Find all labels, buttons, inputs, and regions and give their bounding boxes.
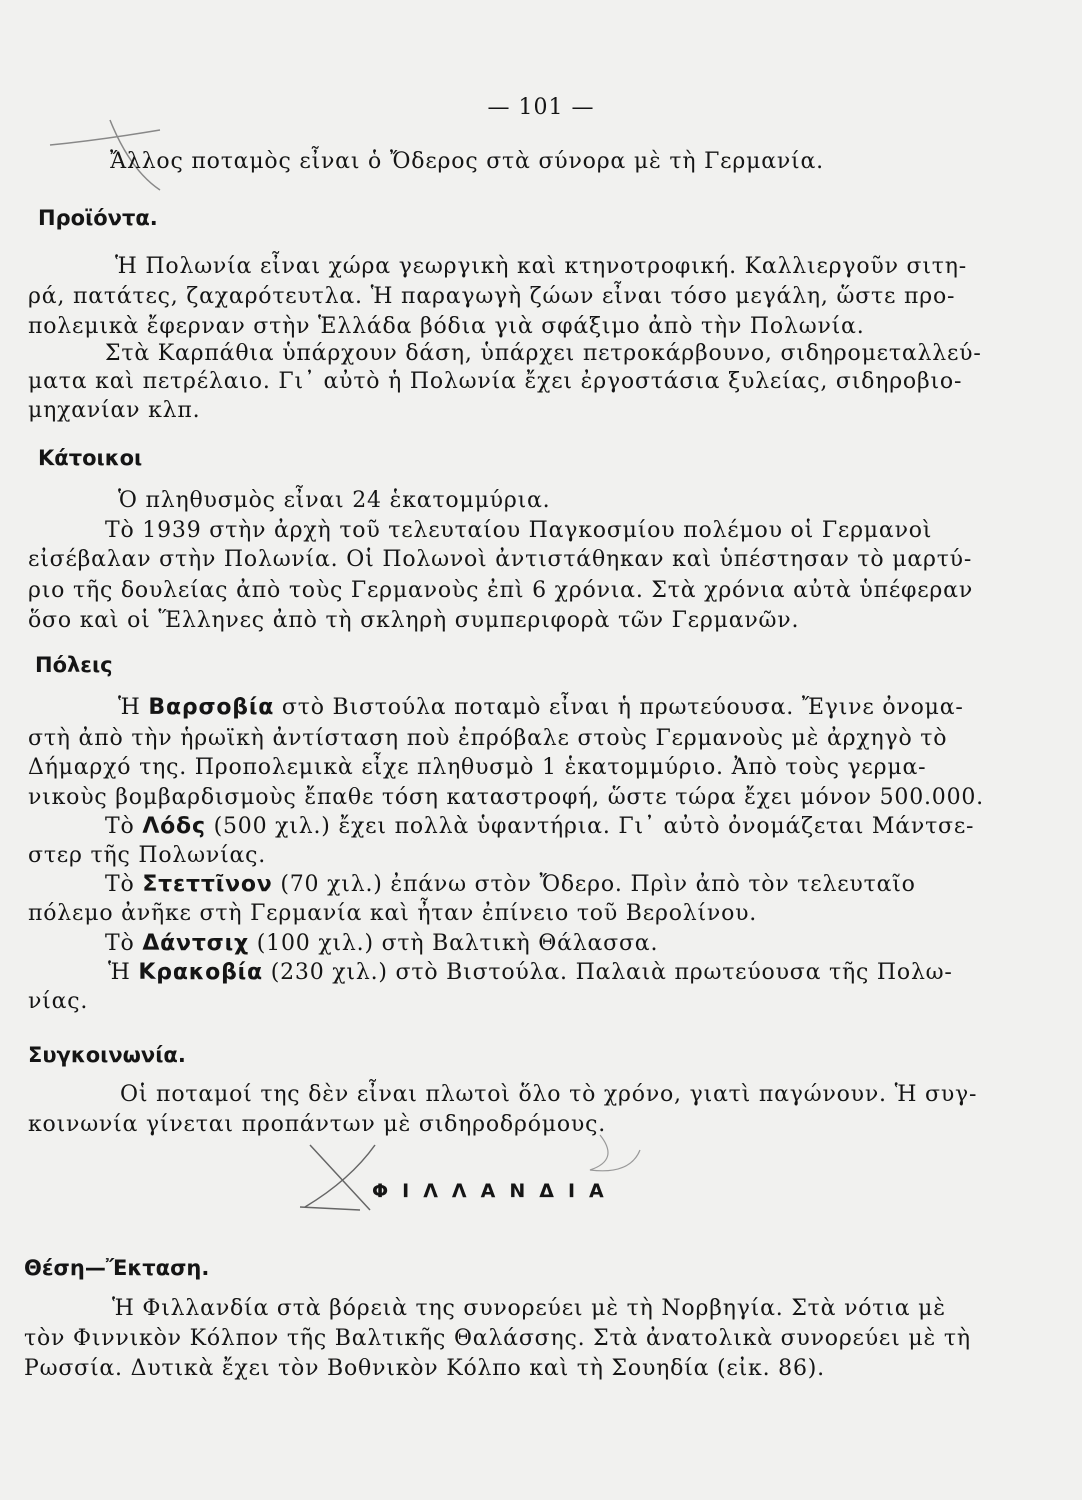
text-line: μηχανίαν κλπ. [28, 398, 201, 423]
text-line: ρά, πατάτες, ζαχαρότευτλα. Ἡ παραγωγὴ ζώων εἶναι τόσο μεγάλη, ὥστε προ- [28, 284, 956, 309]
city-stettin-line [105, 870, 916, 900]
text-line: ματα καὶ πετρέλαιο. Γι᾿ αὐτὸ ἡ Πολωνία ἔχει ἐργοστάσια ξυλείας, σιδηροβιο- [28, 369, 963, 394]
city-name-krakow: Κρακοβία [138, 960, 263, 985]
chapter-title-finland: ΦΙΛΛΑΝΔΙΑ [372, 1180, 618, 1202]
pencil-scribble-cross [290, 1125, 670, 1225]
text-rest: (500 χιλ.) ἔχει πολλὰ ὑφαντήρια. Γι᾿ αὐτὸ ὀνομάζεται Μάντσε- [205, 814, 975, 839]
text-line: νικοὺς βομβαρδισμοὺς ἔπαθε τόση καταστροφή, ὥστε τώρα ἔχει μόνον 500.000. [28, 785, 984, 810]
section-heading-inhabitants: Κάτοικοι [38, 446, 143, 470]
city-warsaw-line [118, 693, 964, 723]
text-prefix: Ἡ [108, 960, 139, 985]
text-line: Ἡ Πολωνία εἶναι χώρα γεωργικὴ καὶ κτηνοτροφική. Καλλιεργοῦν σιτη- [115, 254, 967, 279]
section-heading-cities: Πόλεις [35, 653, 113, 677]
city-lodz-line [105, 812, 974, 842]
page-number: — 101 — [487, 95, 595, 120]
text-line: Οἱ ποταμοί της δὲν εἶναι πλωτοὶ ὅλο τὸ χρόνο, γιατὶ παγώνουν. Ἡ συγ- [120, 1082, 978, 1107]
city-name-danzig: Δάντσιχ [142, 931, 249, 956]
text-rest: (230 χιλ.) στὸ Βιστούλα. Παλαιὰ πρωτεύουσα τῆς Πολω- [262, 960, 953, 985]
city-krakow-line [108, 958, 953, 988]
text-prefix: Τὸ [105, 931, 143, 956]
text-line: Δήμαρχό της. Προπολεμικὰ εἶχε πληθυσμὸ 1 ἑκατομμύριο. Ἀπὸ τοὺς γερμα- [28, 755, 927, 780]
text-line: στερ τῆς Πολωνίας. [28, 843, 267, 868]
text-prefix: Τὸ [105, 872, 143, 897]
text-line: Ἄλλος ποταμὸς εἶναι ὁ Ὄδερος στὰ σύνορα μὲ τὴ Γερμανία. [110, 149, 824, 174]
section-heading-communication: Συγκοινωνία. [28, 1043, 186, 1067]
text-line: πόλεμο ἀνῆκε στὴ Γερμανία καὶ ἦταν ἐπίνειο τοῦ Βερολίνου. [28, 901, 758, 926]
text-line: ὅσο καὶ οἱ Ἕλληνες ἀπὸ τὴ σκληρὴ συμπεριφορὰ τῶν Γερμανῶν. [28, 608, 800, 633]
text-line: Ὁ πληθυσμὸς εἶναι 24 ἑκατομμύρια. [118, 488, 551, 513]
city-name-lodz: Λόδς [142, 814, 206, 839]
text-rest: (70 χιλ.) ἐπάνω στὸν Ὄδερο. Πρὶν ἀπὸ τὸν τελευταῖο [272, 872, 916, 897]
city-danzig-line [105, 929, 658, 959]
text-line: εἰσέβαλαν στὴν Πολωνία. Οἱ Πολωνοὶ ἀντιστάθηκαν καὶ ὑπέστησαν τὸ μαρτύ- [28, 547, 973, 572]
city-name-stettin: Στεττῖνον [142, 872, 273, 897]
text-prefix: Τὸ [105, 814, 143, 839]
text-line: στὴ ἀπὸ τὴν ἡρωϊκὴ ἀντίσταση ποὺ ἐπρόβαλε στοὺς Γερμανοὺς μὲ ἀρχηγὸ τὸ [28, 726, 948, 751]
text-line: Τὸ 1939 στὴν ἀρχὴ τοῦ τελευταίου Παγκοσμίου πολέμου οἱ Γερμανοὶ [105, 518, 933, 543]
city-name-warsaw: Βαρσοβία [148, 695, 275, 720]
text-line: Στὰ Καρπάθια ὑπάρχουν δάση, ὑπάρχει πετροκάρβουνο, σιδηρομεταλλεύ- [105, 341, 982, 366]
section-heading-position: Θέση—Ἔκταση. [24, 1256, 210, 1280]
text-line: πολεμικὰ ἔφερναν στὴν Ἑλλάδα βόδια γιὰ σφάξιμο ἀπὸ τὴν Πολωνία. [28, 314, 865, 339]
text-line: τὸν Φιννικὸν Κόλπον τῆς Βαλτικῆς Θαλάσσης. Στὰ ἀνατολικὰ συνορεύει μὲ τὴ [24, 1326, 971, 1351]
text-line: νίας. [28, 989, 89, 1014]
section-heading-products: Προϊόντα. [38, 206, 158, 230]
text-prefix: Ἡ [118, 695, 149, 720]
text-line: ριο τῆς δουλείας ἀπὸ τοὺς Γερμανοὺς ἐπὶ 6 χρόνια. Στὰ χρόνια αὐτὰ ὑπέφεραν [28, 578, 973, 603]
text-line: Ἡ Φιλλανδία στὰ βόρειὰ της συνορεύει μὲ τὴ Νορβηγία. Στὰ νότια μὲ [112, 1296, 946, 1321]
text-rest: στὸ Βιστούλα ποταμὸ εἶναι ἡ πρωτεύουσα. Ἔγινε ὀνομα- [274, 695, 964, 720]
text-line: Ρωσσία. Δυτικὰ ἔχει τὸν Βοθνικὸν Κόλπο καὶ τὴ Σουηδία (εἰκ. 86). [24, 1356, 825, 1381]
text-line: κοινωνία γίνεται προπάντων μὲ σιδηροδρόμους. [28, 1112, 606, 1137]
text-rest: (100 χιλ.) στὴ Βαλτικὴ Θάλασσα. [248, 931, 659, 956]
